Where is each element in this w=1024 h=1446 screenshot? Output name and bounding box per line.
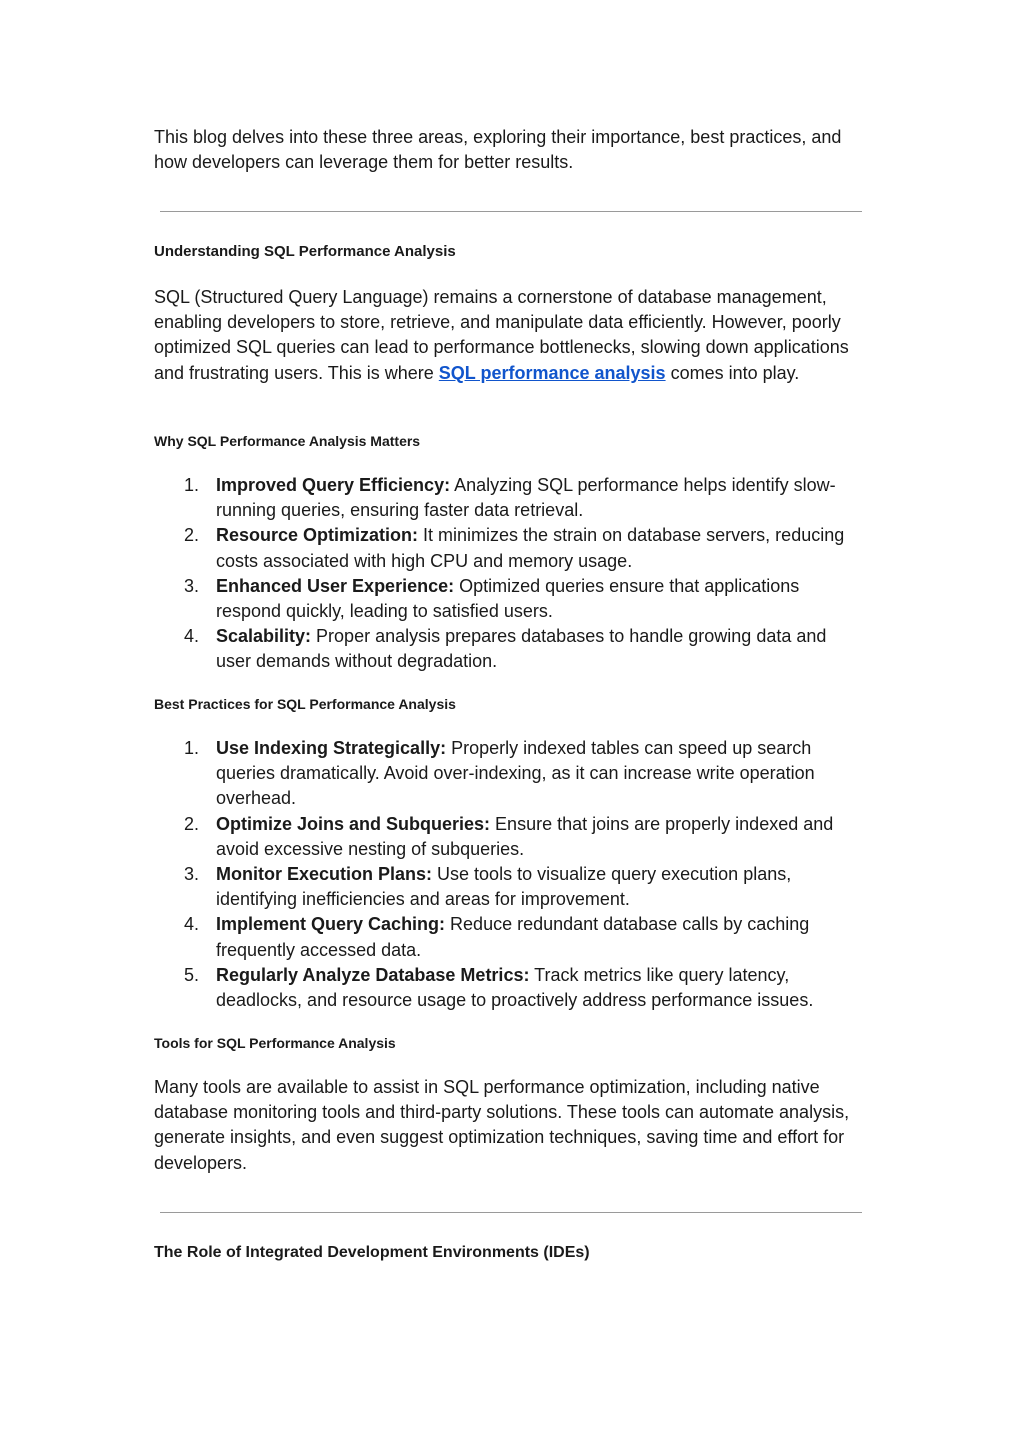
list-item — [154, 574, 864, 624]
sql-intro-block — [154, 285, 864, 386]
intro-paragraph: This blog delves into these three areas, exploring their importance, best practices, and how developers can leverage them for better results. — [154, 127, 842, 173]
list-item-title: Optimize Joins and Subqueries: — [216, 813, 491, 834]
list-number: 4. — [184, 626, 200, 647]
list-item-text: Proper analysis prepares databases to handle growing data and user demands without degradation. — [216, 626, 827, 672]
list-item-title: Scalability: — [216, 626, 312, 647]
section-heading-ides: The Role of Integrated Development Environments (IDEs) — [154, 1244, 590, 1261]
list-item — [154, 862, 864, 912]
list-item-title: Improved Query Efficiency: — [216, 475, 451, 495]
list-item — [154, 912, 864, 962]
list-item-title: Resource Optimization: — [216, 525, 419, 546]
sql-intro-text: SQL (Structured Query Language) remains a cornerstone of database management, enabling developers to store, retrieve, and manipulate data efficiently. However, poorly optimized SQL queries can lead to performance bottlenecks, slowing down applications and frustrating users. This is where — [154, 287, 849, 383]
list-item-text: Reduce redundant database calls by caching frequently accessed data. — [216, 914, 810, 960]
list-item-title: Enhanced User Experience: — [216, 575, 455, 596]
why-heading-block — [154, 431, 864, 451]
ide-heading-block — [154, 1242, 864, 1264]
list-item-title: Monitor Execution Plans: — [216, 864, 433, 885]
list-number: 4. — [184, 914, 200, 935]
why-list — [154, 473, 864, 675]
list-item-text: Analyzing SQL performance helps identify slow-running queries, ensuring faster data retrieval. — [216, 475, 836, 521]
list-item-text: Optimized queries ensure that applications respond quickly, leading to satisfied users. — [216, 575, 800, 622]
list-item — [154, 812, 864, 862]
list-item — [154, 473, 864, 523]
section-heading-sql-analysis: Understanding SQL Performance Analysis — [154, 243, 456, 260]
why-list-block — [154, 473, 864, 675]
section-divider — [160, 1212, 862, 1213]
list-item-text: Properly indexed tables can speed up search queries dramatically. Avoid over-indexing, as it can increase write operation overhead. — [216, 738, 815, 809]
list-number: 5. — [184, 964, 200, 985]
subheading-best-practices: Best Practices for SQL Performance Analysis — [154, 696, 456, 712]
tools-paragraph: Many tools are available to assist in SQL performance optimization, including native database monitoring tools and third-party solutions. These tools can automate analysis, generate insights, and even suggest optimization techniques, saving time and effort for developers. — [154, 1077, 850, 1173]
section-divider — [160, 211, 862, 212]
sql-intro-paragraph — [154, 285, 864, 386]
list-number: 3. — [184, 864, 200, 885]
list-number: 1. — [184, 738, 200, 758]
list-number: 1. — [184, 475, 200, 495]
list-item — [154, 624, 864, 674]
tools-paragraph-block — [154, 1075, 864, 1176]
list-number: 2. — [184, 525, 200, 546]
best-practices-list — [154, 736, 864, 1013]
list-item-title: Use Indexing Strategically: — [216, 738, 447, 758]
sql-section-heading-block — [154, 242, 864, 262]
list-item-title: Implement Query Caching: — [216, 914, 446, 935]
list-item — [154, 523, 864, 573]
sql-intro-text-end: comes into play. — [665, 362, 800, 383]
best-list-block — [154, 736, 864, 1013]
list-number: 2. — [184, 813, 200, 834]
list-item-text: Ensure that joins are properly indexed and avoid excessive nesting of subqueries. — [216, 813, 834, 859]
list-item — [154, 963, 864, 1013]
list-item-text: It minimizes the strain on database servers, reducing costs associated with high CPU and memory usage. — [216, 525, 845, 571]
list-item — [154, 736, 864, 812]
list-item-text: Use tools to visualize query execution plans, identifying inefficiencies and areas for improvement. — [216, 864, 792, 910]
list-item-title: Regularly Analyze Database Metrics: — [216, 964, 530, 985]
list-item-text: Track metrics like query latency, deadlocks, and resource usage to proactively address performance issues. — [216, 964, 814, 1011]
subheading-why-matters: Why SQL Performance Analysis Matters — [154, 433, 421, 449]
tools-heading-block — [154, 1033, 864, 1053]
intro-block — [154, 125, 864, 175]
subheading-tools: Tools for SQL Performance Analysis — [154, 1035, 396, 1051]
list-number: 3. — [184, 575, 200, 596]
best-heading-block — [154, 694, 864, 714]
sql-performance-analysis-link[interactable]: SQL performance analysis — [438, 362, 666, 383]
